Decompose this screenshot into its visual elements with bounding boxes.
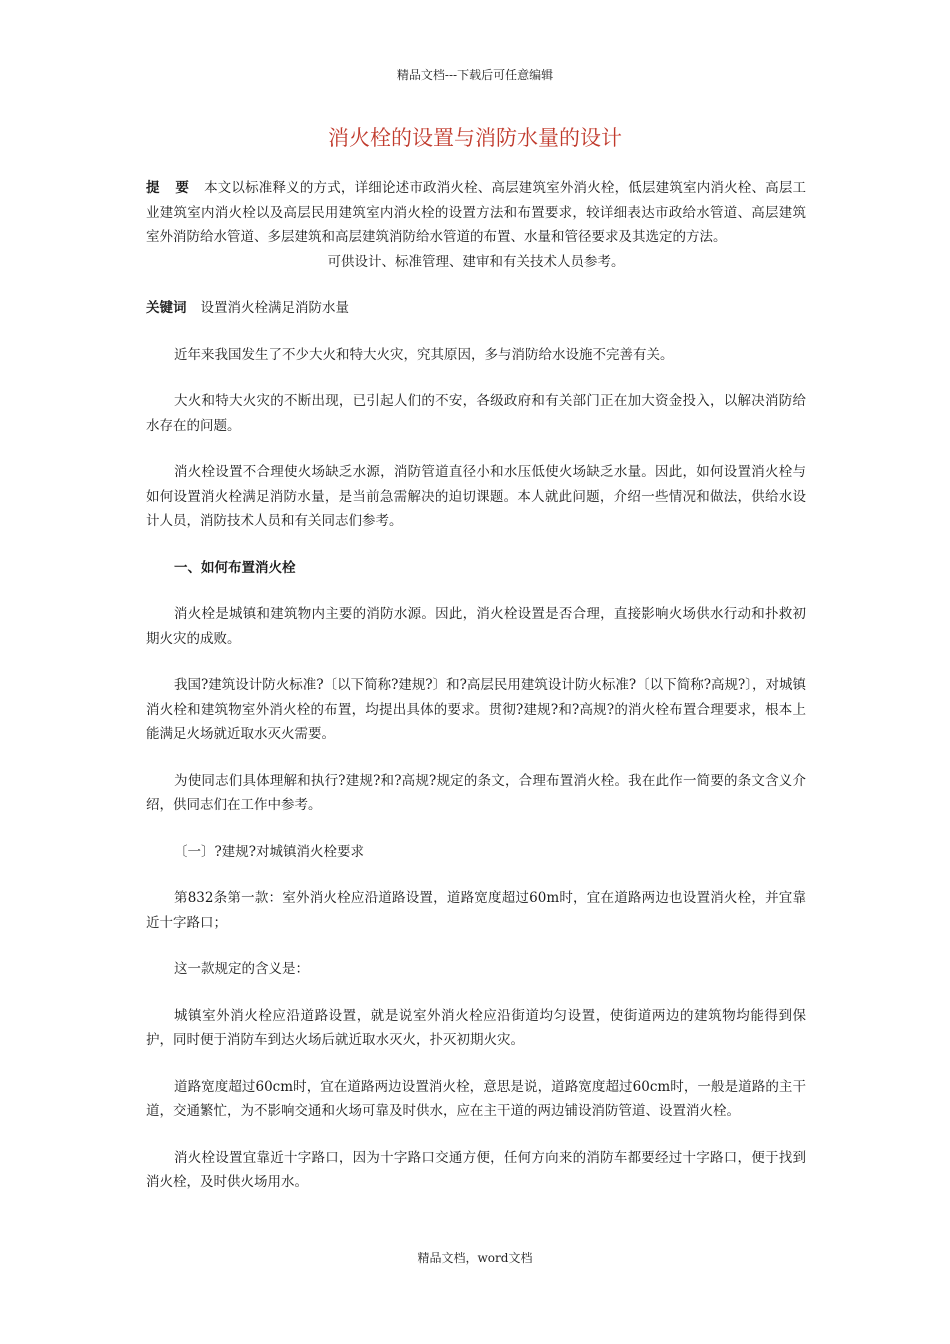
paragraph-9: 城镇室外消火栓应沿道路设置，就是说室外消火栓应沿街道均匀设置，使街道两边的建筑物均能得到保护，同时便于消防车到达火场后就近取水灭火，扑灭初期火灾。 xyxy=(146,1007,806,1048)
subsection-heading-1: 〔一〕?建规?对城镇消火栓要求 xyxy=(174,843,364,860)
paragraph-10: 道路宽度超过60cm时，宜在道路两边设置消火栓，意思是说，道路宽度超过60cm时，一般是道路的主干道，交通繁忙，为不影响交通和火场可靠及时供水，应在主干道的两边铺设消防管道、设置消火栓。 xyxy=(146,1078,806,1119)
document-title: 消火栓的设置与消防水量的设计 xyxy=(328,126,622,150)
paragraph-3: 消火栓设置不合理使火场缺乏水源，消防管道直径小和水压低使火场缺乏水量。因此，如何设置消火栓与如何设置消火栓满足消防水量，是当前急需解决的迫切课题。本人就此问题，介绍一些情况和做法，供给水设计人员，消防技术人员和有关同志们参考。 xyxy=(146,464,806,529)
paragraph-11: 消火栓设置宜靠近十字路口，因为十字路口交通方便，任何方向来的消防车都要经过十字路口，便于找到消火栓，及时供火场用水。 xyxy=(146,1149,806,1190)
abstract-label: 提 要 xyxy=(146,180,191,196)
abstract-text: 本文以标准释义的方式，详细论述市政消火栓、高层建筑室外消火栓，低层建筑室内消火栓、高层工业建筑室内消火栓以及高层民用建筑室内消火栓的设置方法和布置要求，较详细表达市政给水管道、高层建筑室外消防给水管道、多层建筑和高层建筑消防给水管道的布置、水量和管径要求及其选定的方法。 xyxy=(146,180,807,245)
paragraph-8: 这一款规定的含义是： xyxy=(174,961,309,977)
paragraph-1: 近年来我国发生了不少大火和特大火灾，究其原因，多与消防给水设施不完善有关。 xyxy=(174,346,674,363)
paragraph-2: 大火和特大火灾的不断出现，已引起人们的不安，各级政府和有关部门正在加大资金投入，以解决消防给水存在的问题。 xyxy=(146,393,806,434)
paragraph-4: 消火栓是城镇和建筑物内主要的消防水源。因此，消火栓设置是否合理，直接影响火场供水行动和扑救初期火灾的成败。 xyxy=(146,606,806,647)
keywords xyxy=(146,296,806,321)
page-footer: 精品文档，word文档 xyxy=(417,1251,533,1265)
page-header: 精品文档---下载后可任意编辑 xyxy=(396,68,554,82)
paragraph-5: 我国?建筑设计防火标准?〔以下简称?建规?〕和?高层民用建筑设计防火标准?〔以下简称?高规?〕，对城镇消火栓和建筑物室外消火栓的布置，均提出具体的要求。贯彻?建规?和?高规?的消火栓布置合理要求，根本上能满足火场就近取水灭火需要。 xyxy=(146,677,806,742)
abstract-last-line: 可供设计、标准管理、建审和有关技术人员参考。 xyxy=(327,253,625,270)
section-heading-1: 一、如何布置消火栓 xyxy=(174,559,296,576)
document-body xyxy=(146,176,806,1195)
keywords-label: 关键词 xyxy=(146,300,187,316)
paragraph-7: 第832条第一款：室外消火栓应沿道路设置，道路宽度超过60m时，宜在道路两边也设置消火栓，并宜靠近十字路口； xyxy=(146,890,806,931)
abstract xyxy=(146,176,806,250)
paragraph-6: 为使同志们具体理解和执行?建规?和?高规?规定的条文，合理布置消火栓。我在此作一简要的条文含义介绍，供同志们在工作中参考。 xyxy=(146,772,806,813)
keywords-text: 设置消火栓满足消防水量 xyxy=(200,300,349,316)
